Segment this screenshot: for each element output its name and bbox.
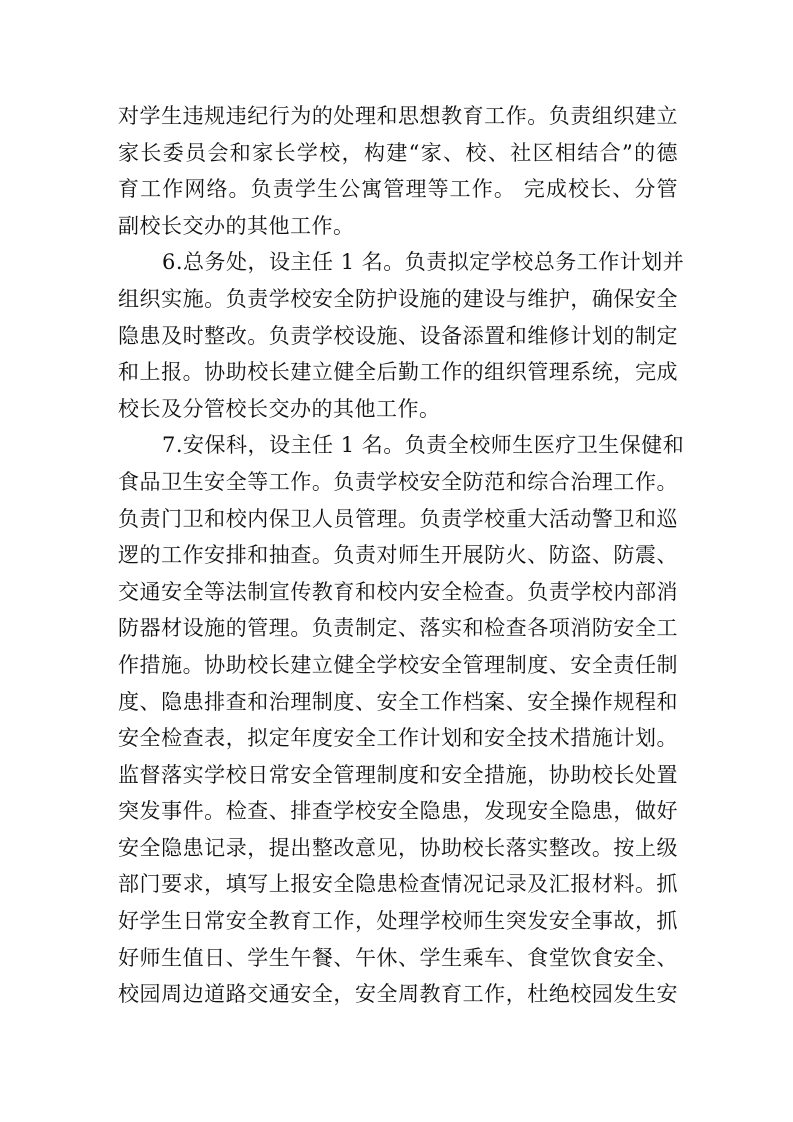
text-line: 好学生日常安全教育工作，处理学校师生突发安全事故，抓 [118, 909, 678, 934]
text-line: 逻的工作安排和抽查。负责对师生开展防火、防盗、防震、 [118, 543, 678, 568]
text-line: 和上报。协助校长建立健全后勤工作的组织管理系统，完成 [118, 360, 678, 385]
text-line: 组织实施。负责学校安全防护设施的建设与维护，确保安全 [118, 286, 678, 311]
text-line: 对学生违规违纪行为的处理和思想教育工作。负责组织建立 [118, 104, 678, 128]
text-line: 负责门卫和校内保卫人员管理。负责学校重大活动警卫和巡 [118, 506, 678, 531]
text-line: 好师生值日、学生午餐、午休、学生乘车、食堂饮食安全、 [118, 945, 678, 970]
text-line: 部门要求，填写上报安全隐患检查情况记录及汇报材料。抓 [118, 872, 678, 897]
text-line: 6.总务处，设主任 1 名。负责拟定学校总务工作计划并 [162, 250, 685, 275]
text-line: 食品卫生安全等工作。负责学校安全防范和综合治理工作。 [118, 469, 678, 494]
text-line: 安全检查表，拟定年度安全工作计划和安全技术措施计划。 [118, 726, 678, 751]
text-line: 7.安保科，设主任 1 名。负责全校师生医疗卫生保健和 [162, 433, 685, 458]
text-line: 监督落实学校日常安全管理制度和安全措施，协助校长处置 [118, 762, 678, 787]
text-line: 育工作网络。负责学生公寓管理等工作。 完成校长、分管 [118, 177, 678, 202]
text-line: 校园周边道路交通安全，安全周教育工作，杜绝校园发生安 [118, 982, 678, 1007]
text-line: 副校长交办的其他工作。 [118, 213, 355, 238]
text-line: 隐患及时整改。负责学校设施、设备添置和维修计划的制定 [118, 323, 678, 348]
text-line: 家长委员会和家长学校，构建“家、校、社区相结合”的德 [118, 140, 678, 165]
text-line: 度、隐患排查和治理制度、安全工作档案、安全操作规程和 [118, 689, 678, 714]
text-line: 突发事件。检查、排查学校安全隐患，发现安全隐患，做好 [118, 799, 678, 824]
text-line: 安全隐患记录，提出整改意见，协助校长落实整改。按上级 [118, 835, 678, 860]
text-line: 防器材设施的管理。负责制定、落实和检查各项消防安全工 [118, 616, 678, 641]
text-line: 校长及分管校长交办的其他工作。 [118, 396, 441, 421]
document-body [118, 98, 685, 1013]
text-line: 作措施。协助校长建立健全学校安全管理制度、安全责任制 [118, 652, 678, 677]
text-line: 交通安全等法制宣传教育和校内安全检查。负责学校内部消 [118, 579, 678, 604]
